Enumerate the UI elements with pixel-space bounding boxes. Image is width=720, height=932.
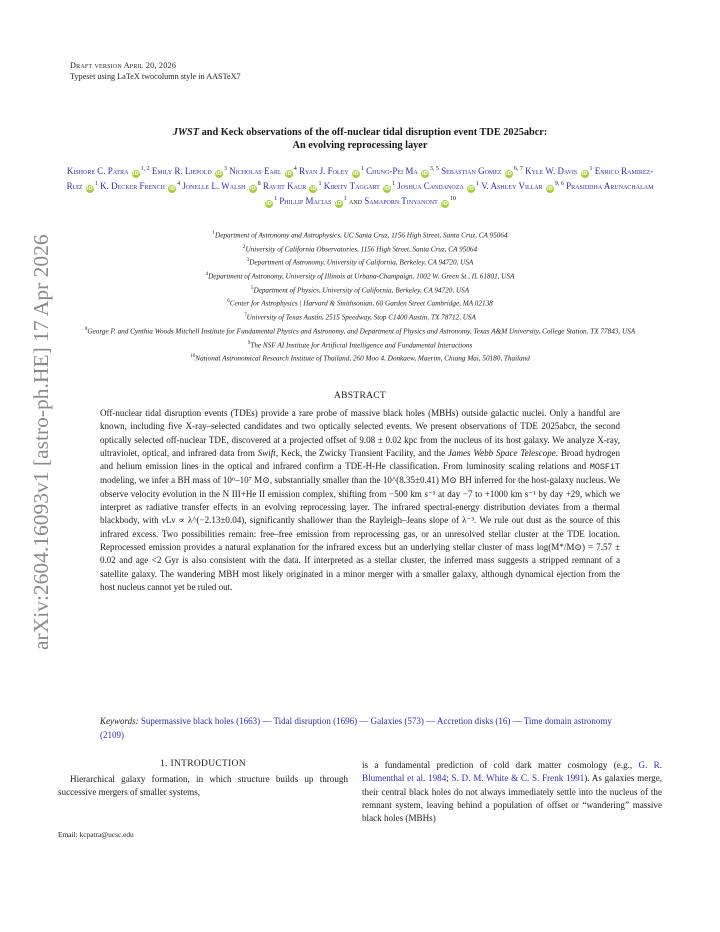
author-affiliation-number: 1, 2 (140, 166, 150, 172)
orcid-icon[interactable]: iD (285, 171, 292, 177)
affiliation-text: The NSF AI Institute for Artificial Intelligence and Fundamental Interactions (250, 340, 473, 349)
orcid-icon[interactable]: iD (505, 171, 512, 177)
affiliation-text: National Astronomical Research Institute of Thailand, 260 Moo 4, Donkaew, Maerim, Chiang Mai, 50180, Thailand (195, 354, 530, 363)
orcid-icon[interactable]: iD (169, 186, 176, 192)
arxiv-identifier: arXiv:2604.16093v1 [astro-ph.HE] 17 Apr 2026 (29, 234, 53, 650)
affiliation-number: 4 (205, 271, 209, 278)
intro-right-column: is a fundamental prediction of cold dark matter cosmology (e.g., G. R. Blumenthal et al. 1984; S. D. M. White & C. S. Frenk 1991). As galaxies merge, their central black holes do not always immediately settle into the nucleus of the remnant system, leaving behind a population of offset or “wandering” massive black holes (MBHs) (362, 760, 662, 824)
author-name[interactable]: Ravjit Kaur (262, 181, 307, 191)
abstract-body: Off-nuclear tidal disruption events (TDEs) provide a rare probe of massive black holes (MBHs) outside galactic nuclei. Only a handful are known, including five X-ray–selected candidates and two optically selected events. We present observations of TDE 2025abcr, the second optically selected off-nuclear TDE, discovered at a projected offset of 9.08 ± 0.02 kpc from the nucleus of its host galaxy. We analyze X-ray, ultraviolet, optical, and infrared data from Swift, Keck, the Zwicky Transient Facility, and the James Webb Space Telescope. Broad hydrogen and helium emission lines in the optical and infrared confirm a TDE-H-He classification. From luminosity scaling relations and MOSFiT modeling, we infer a BH mass of 10⁶–10⁷ M⊙, substantially smaller than the 10^(8.35±0.41) M⊙ BH inferred for the host-galaxy nucleus. We observe velocity evolution in the N III+He II emission complex, shifting from −500 km s⁻¹ at day −7 to +1000 km s⁻¹ by day +29, which we interpret as radiative transfer effects in an evolving reprocessing layer. The infrared spectral-energy distribution deviates from a thermal blackbody, with νLν ∝ λ^(−2.13±0.04), significantly shallower than the Rayleigh–Jeans slope of λ⁻³. We rule out dust as the source of this infrared excess. Two possibilities remain: free–free emission from reprocessing gas, or an unresolved stellar cluster at the TDE location. Reprocessed emission provides a natural explanation for the infrared excess but an underlying stellar cluster of mass log(M*/M⊙) = 7.57 ± 0.02 and age <2 Gyr is also consistent with the data. If interpreted as a stellar cluster, the inferred mass suggests a stripped remnant of a satellite galaxy. The wandering MBH most likely originated in a minor merger with a smaller galaxy, although dynamical ejection from the host nucleus cannot yet be ruled out. (100, 408, 620, 592)
author-list (64, 163, 656, 208)
orcid-icon[interactable]: iD (384, 186, 390, 192)
orcid-icon[interactable]: iD (352, 171, 359, 177)
author-affiliation-number: 8 (257, 181, 261, 187)
mosfit-name: MOSFiT (589, 462, 620, 473)
orcid-icon[interactable]: iD (442, 201, 448, 207)
orcid-icon[interactable]: iD (216, 171, 222, 177)
affiliation-text: Center for Astrophysics | Harvard & Smithsonian, 60 Garden Street Cambridge, MA 02138 (229, 299, 493, 308)
keyword-separator: — (510, 716, 524, 726)
citation-white-frenk[interactable]: S. D. M. White & C. S. Frenk 1991 (451, 773, 585, 784)
author-name[interactable]: Kirsty Taggart (323, 181, 380, 191)
author-name[interactable]: Jonelle L. Walsh (182, 181, 246, 191)
author-affiliation-number: 1 (589, 166, 593, 172)
author-affiliation-number: 9, 6 (554, 181, 564, 187)
author-affiliation-number: 1 (318, 181, 322, 187)
affiliation-text: Department of Astronomy and Astrophysics, UC Santa Cruz, 1156 High Street, Santa Cruz, CA 95064 (215, 231, 508, 240)
corresponding-email: Email: kcpatra@ucsc.edu (58, 830, 134, 839)
affiliation-number: 8 (84, 325, 88, 332)
author-name[interactable]: Kyle W. Davis (525, 166, 578, 176)
keyword-separator: — (423, 716, 437, 726)
author-affiliation-number: 3 (223, 166, 227, 172)
affiliation-number: 10 (190, 353, 196, 360)
affiliation-number: 1 (212, 230, 216, 236)
affiliation-number: 9 (247, 339, 251, 346)
author-affiliation-number: 4 (177, 181, 181, 187)
keyword-link[interactable]: Tidal disruption (1696) (273, 716, 358, 726)
affiliation (52, 255, 668, 269)
affiliation-text: Department of Physics, University of California, Berkeley, CA 94720, USA (253, 286, 470, 295)
author-name[interactable]: Sebastian Gomez (441, 166, 502, 176)
affiliation-text: Department of Astronomy, University of California, Berkeley, CA 94720, USA (249, 258, 474, 267)
orcid-icon[interactable]: iD (249, 186, 256, 192)
offset-value: 9.08 ± 0.02 kpc (359, 434, 418, 445)
affiliation-text: Department of Astronomy, University of Illinois at Urbana-Champaign, 1002 W. Green St., IL 61801, USA (208, 272, 515, 281)
author-affiliation-number: 1 (94, 181, 98, 187)
orcid-icon[interactable]: iD (421, 171, 428, 177)
author-name[interactable]: Phillip Macias (279, 196, 332, 206)
orcid-icon[interactable]: iD (86, 186, 93, 192)
typeset-note: Typeset using LaTeX twocolumn style in AASTeX7 (70, 72, 241, 81)
citation-blumenthal[interactable]: G. R. Blumenthal et al. 1984 (362, 760, 662, 784)
jwst-name: James Webb Space Telescope (447, 447, 556, 458)
author-name[interactable]: Enrico Ramirez-Ruiz (66, 166, 654, 191)
author-name[interactable]: Nicholas Earl (229, 166, 282, 176)
author-affiliation-number: 1 (475, 181, 479, 187)
keyword-link[interactable]: Supermassive black holes (1663) (140, 716, 261, 726)
affiliation-text: George P. and Cynthia Woods Mitchell Institute for Fundamental Physics and Astronomy, and Department of Physics and Astronomy, Texas A&M University, College Station, TX 77843, USA (87, 327, 636, 336)
keywords-label: Keywords: (100, 716, 139, 726)
orcid-icon[interactable]: iD (310, 186, 317, 192)
keyword-separator: — (260, 716, 274, 726)
affiliation-number: 6 (227, 298, 230, 305)
author-name[interactable]: V. Ashley Villar (481, 181, 543, 191)
author-name[interactable]: Chung-Pei Ma (366, 166, 418, 176)
affiliation-text: University of Texas Austin, 2515 Speedway, Stop C1400 Austin, TX 78712, USA (246, 313, 476, 322)
keyword-link[interactable]: Accretion disks (16) (436, 716, 511, 726)
keyword-link[interactable]: Time domain astronomy (2109) (100, 716, 612, 740)
affiliation-list (52, 228, 668, 365)
author-affiliation-number: 1 (343, 196, 347, 202)
affiliation-number: 5 (250, 284, 254, 291)
orcid-icon[interactable]: iD (581, 171, 588, 177)
author-affiliation-number: 10 (450, 196, 457, 202)
author-affiliation-number: 1 (392, 181, 396, 187)
affiliation-number: 7 (244, 312, 247, 319)
affiliation (52, 269, 668, 283)
author-affiliation-number: 1 (273, 196, 277, 202)
draft-header (70, 60, 241, 82)
affiliation (52, 324, 668, 338)
title-line-1: JWST and Keck observations of the off-nuclear tidal disruption event TDE 2025abcr: (172, 127, 548, 138)
affiliation (52, 310, 668, 324)
affiliation-text: University of California Observatories, 1156 High Street, Santa Cruz, CA 95064 (245, 245, 478, 254)
affiliation (52, 338, 668, 352)
affiliation (52, 228, 668, 242)
author-affiliation-number: 4 (293, 166, 297, 172)
author-affiliation-number: 3, 5 (429, 166, 439, 172)
keyword-separator: — (357, 716, 371, 726)
title-line-2: An evolving reprocessing layer (292, 140, 428, 151)
affiliation-number: 3 (246, 257, 250, 264)
orcid-icon[interactable]: iD (546, 186, 553, 192)
affiliation (52, 351, 668, 365)
author-name[interactable]: Emily R. Liepold (151, 166, 212, 176)
author-name[interactable]: Samaporn Tinyanont (364, 196, 438, 206)
orcid-icon[interactable]: iD (132, 171, 139, 177)
draft-version: Draft version April 20, 2026 (70, 61, 177, 70)
author-affiliation-number: 6, 7 (513, 166, 523, 172)
keyword-link[interactable]: Galaxies (573) (370, 716, 424, 726)
author-name[interactable]: Ryan J. Foley (298, 166, 349, 176)
swift-name: Swift (257, 447, 276, 458)
author-name[interactable]: Kishore C. Patra (66, 166, 129, 176)
affiliation (52, 296, 668, 310)
affiliation (52, 283, 668, 297)
author-affiliation-number: 1 (360, 166, 364, 172)
intro-left-column: Hierarchical galaxy formation, in which structure builds up through successive mergers of smaller systems, (58, 774, 348, 798)
orcid-icon[interactable]: iD (468, 186, 474, 192)
author-name[interactable]: Prasiddha Arunachalam (566, 181, 654, 191)
orcid-icon[interactable]: iD (266, 201, 272, 207)
section-heading-introduction: 1. INTRODUCTION (160, 759, 246, 769)
affiliation (52, 242, 668, 256)
keywords (100, 715, 620, 742)
author-name[interactable]: K. Decker French (100, 181, 165, 191)
paper-title (80, 126, 640, 152)
abstract-heading: ABSTRACT (333, 391, 387, 401)
affiliation-number: 2 (242, 243, 246, 250)
orcid-icon[interactable]: iD (335, 201, 342, 207)
author-name[interactable]: Joshua Candanoza (397, 181, 464, 191)
authors-and: and (348, 196, 365, 206)
